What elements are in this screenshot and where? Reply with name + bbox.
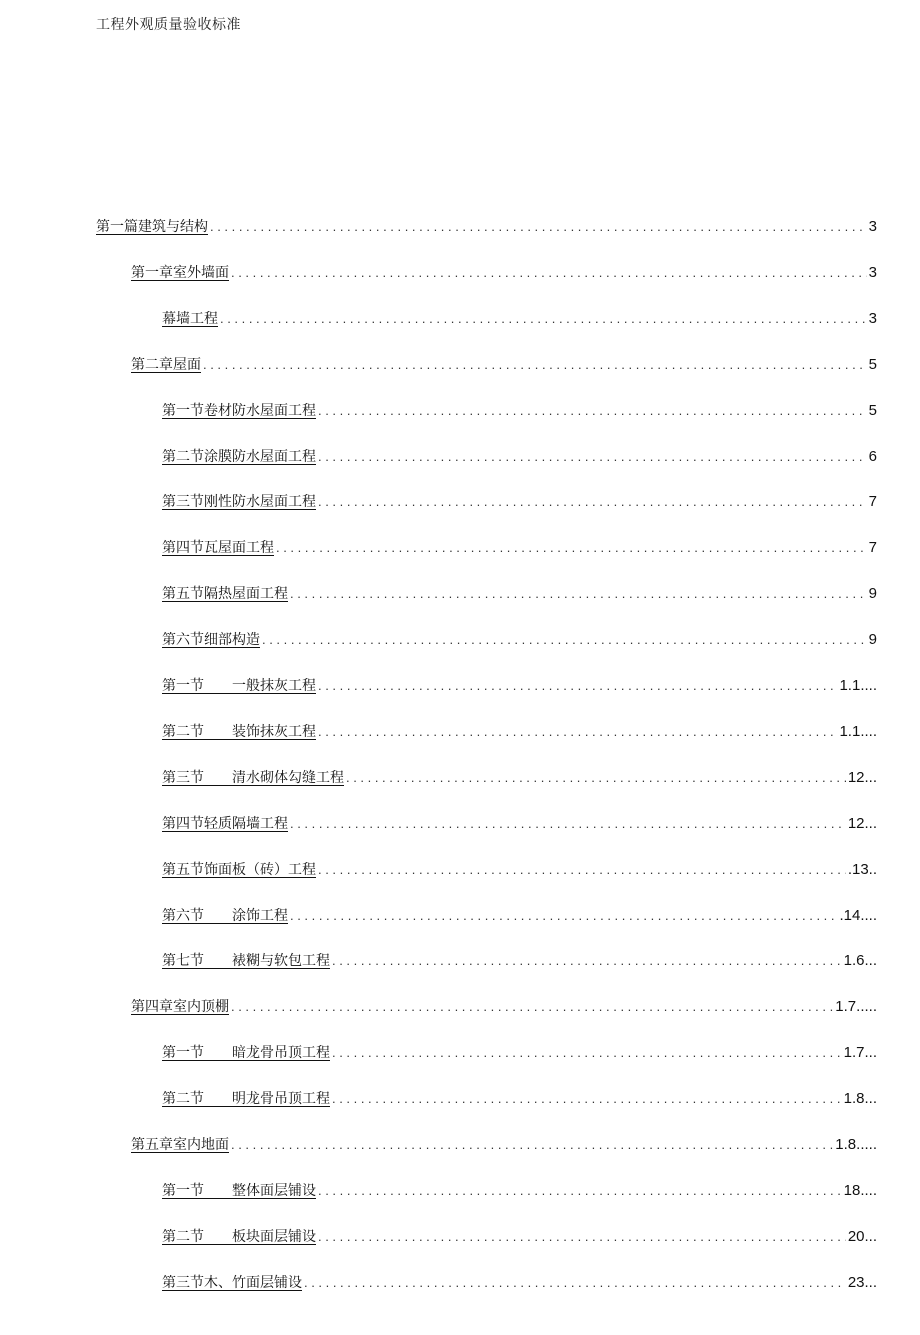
toc-entry[interactable] — [162, 1180, 877, 1202]
toc-entry[interactable] — [162, 446, 877, 468]
toc-page-number: 20... — [847, 1228, 877, 1245]
toc-page-number: .14.... — [839, 907, 877, 924]
toc-dot-leader — [318, 859, 846, 881]
toc-dot-leader — [262, 629, 867, 651]
document-header: 工程外观质量验收标准 — [96, 17, 241, 33]
toc-dot-leader — [318, 675, 837, 697]
toc-entry-title[interactable]: 第七节 裱糊与软包工程 — [162, 953, 330, 969]
toc-entry-title[interactable]: 第五节隔热屋面工程 — [162, 586, 288, 602]
toc-page-number: 23... — [847, 1274, 877, 1291]
toc-dot-leader — [290, 813, 846, 835]
toc-dot-leader — [332, 1088, 842, 1110]
toc-entry[interactable] — [162, 767, 877, 789]
toc-dot-leader — [203, 354, 867, 376]
toc-dot-leader — [290, 583, 867, 605]
toc-entry[interactable] — [162, 537, 877, 559]
toc-entry-title[interactable]: 第五节饰面板（砖）工程 — [162, 862, 316, 878]
toc-dot-leader — [346, 767, 846, 789]
toc-entry-title[interactable]: 第一节 一般抹灰工程 — [162, 678, 316, 694]
toc-entry-title[interactable]: 第三节 清水砌体勾缝工程 — [162, 770, 344, 786]
toc-entry[interactable] — [162, 1088, 877, 1110]
toc-dot-leader — [318, 1180, 842, 1202]
toc-entry-title[interactable]: 第四节轻质隔墙工程 — [162, 816, 288, 832]
toc-entry[interactable] — [162, 1042, 877, 1064]
toc-entry-title[interactable]: 第一篇建筑与结构 — [96, 219, 208, 235]
toc-page-number: 5 — [868, 356, 877, 373]
toc-entry-title[interactable]: 第一章室外墙面 — [131, 265, 229, 281]
toc-dot-leader — [318, 400, 867, 422]
toc-entry[interactable] — [131, 996, 877, 1018]
toc-page-number: .13.. — [847, 861, 877, 878]
toc-entry[interactable] — [162, 721, 877, 743]
toc-entry-title[interactable]: 第一节卷材防水屋面工程 — [162, 403, 316, 419]
toc-entry-title[interactable]: 第一节 暗龙骨吊顶工程 — [162, 1045, 330, 1061]
toc-dot-leader — [304, 1272, 846, 1294]
toc-page-number: 1.7... — [843, 1044, 877, 1061]
toc-page-number: 7 — [868, 493, 877, 510]
toc-dot-leader — [332, 950, 842, 972]
toc-dot-leader — [318, 446, 867, 468]
toc-entry-title[interactable]: 第三节刚性防水屋面工程 — [162, 494, 316, 510]
toc-entry[interactable] — [162, 583, 877, 605]
toc-dot-leader — [318, 491, 867, 513]
toc-entry-title[interactable]: 第二节 明龙骨吊顶工程 — [162, 1091, 330, 1107]
toc-entry-title[interactable]: 第四节瓦屋面工程 — [162, 540, 274, 556]
toc-page-number: 12... — [847, 769, 877, 786]
toc-entry-title[interactable]: 第二节涂膜防水屋面工程 — [162, 449, 316, 465]
toc-entry-title[interactable]: 第五章室内地面 — [131, 1137, 229, 1153]
toc-dot-leader — [332, 1042, 842, 1064]
toc-entry[interactable] — [131, 262, 877, 284]
toc-entry-title[interactable]: 第三节木、竹面层铺设 — [162, 1275, 302, 1291]
toc-page-number: 3 — [868, 264, 877, 281]
toc-entry[interactable] — [162, 905, 877, 927]
toc-page-number: 1.1.... — [839, 723, 877, 740]
toc-entry-title[interactable]: 幕墙工程 — [162, 311, 218, 327]
toc-entry[interactable] — [162, 859, 877, 881]
toc-entry[interactable] — [162, 1272, 877, 1294]
toc-entry-title[interactable]: 第二章屋面 — [131, 357, 201, 373]
toc-entry-title[interactable]: 第一节 整体面层铺设 — [162, 1183, 316, 1199]
toc-page-number: 7 — [868, 539, 877, 556]
toc-dot-leader — [276, 537, 867, 559]
toc-entry-title[interactable]: 第六节 涂饰工程 — [162, 908, 288, 924]
toc-entry[interactable] — [162, 400, 877, 422]
toc-page-number: 3 — [868, 310, 877, 327]
toc-entry-title[interactable]: 第四章室内顶棚 — [131, 999, 229, 1015]
toc-entry[interactable] — [162, 813, 877, 835]
toc-dot-leader — [210, 216, 867, 238]
toc-entry[interactable] — [162, 1226, 877, 1248]
toc-page-number: 1.8... — [843, 1090, 877, 1107]
toc-page-number: 1.7..... — [835, 998, 877, 1015]
toc-page-number: 9 — [868, 631, 877, 648]
toc-entry[interactable] — [162, 491, 877, 513]
toc-page-number: 5 — [868, 402, 877, 419]
toc-entry[interactable] — [162, 629, 877, 651]
toc-entry[interactable] — [131, 354, 877, 376]
toc-entry[interactable] — [162, 308, 877, 330]
toc-dot-leader — [318, 1226, 846, 1248]
toc-page-number: 18.... — [843, 1182, 877, 1199]
toc-page-number: 1.1.... — [839, 677, 877, 694]
toc-entry[interactable] — [96, 216, 877, 238]
toc-page-number: 3 — [868, 218, 877, 235]
toc-page-number: 9 — [868, 585, 877, 602]
toc-dot-leader — [231, 996, 833, 1018]
toc-page-number: 1.8..... — [835, 1136, 877, 1153]
toc-dot-leader — [231, 262, 867, 284]
toc-entry[interactable] — [162, 950, 877, 972]
toc-dot-leader — [231, 1134, 833, 1156]
toc-dot-leader — [220, 308, 867, 330]
toc-entry-title[interactable]: 第二节 装饰抹灰工程 — [162, 724, 316, 740]
toc-entry[interactable] — [162, 675, 877, 697]
toc-dot-leader — [290, 905, 837, 927]
toc-entry-title[interactable]: 第六节细部构造 — [162, 632, 260, 648]
toc-dot-leader — [318, 721, 837, 743]
toc-page-number: 6 — [868, 448, 877, 465]
toc-entry[interactable] — [131, 1134, 877, 1156]
toc-page-number: 1.6... — [843, 952, 877, 969]
toc-page-number: 12... — [847, 815, 877, 832]
toc-entry-title[interactable]: 第二节 板块面层铺设 — [162, 1229, 316, 1245]
